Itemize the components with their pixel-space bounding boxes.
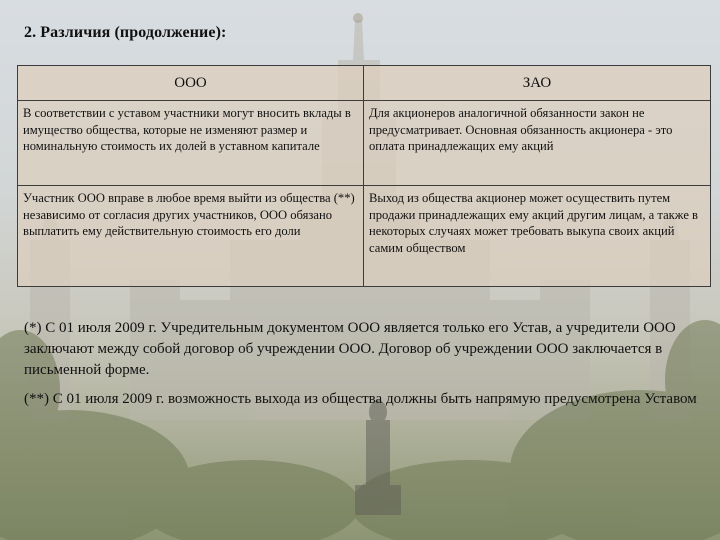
footnote-exit: (**) С 01 июля 2009 г. возможность выхода из общества должны быть напрямую предусмотрена Уставом — [24, 391, 697, 407]
cell-ooo-exit: Участник ООО вправе в любое время выйти из общества (**) независимо от согласия других участников, ООО обязано выплатить ему действительную стоимость его доли — [18, 186, 364, 287]
table-row — [18, 186, 711, 287]
cell-zao-contributions: Для акционеров аналогичной обязанности закон не предусматривает. Основная обязанность акционера - это оплата принадлежащих ему акций — [364, 101, 711, 186]
cell-ooo-contributions: В соответствии с уставом участники могут вносить вклады в имущество общества, которые не изменяют размер и номинальную стоимость их долей в уставном капитале — [18, 101, 364, 186]
cell-zao-exit: Выход из общества акционер может осуществить путем продажи принадлежащих ему акций другим лицам, а также в некоторых случаях может требовать выкупа своих акций самим обществом — [364, 186, 711, 287]
comparison-table — [17, 65, 711, 287]
slide-title: 2. Различия (продолжение): — [24, 24, 227, 41]
table-row — [18, 101, 711, 186]
column-header-zao: ЗАО — [364, 66, 711, 101]
column-header-ooo: ООО — [18, 66, 364, 101]
table-header-row — [18, 66, 711, 101]
footnote-charter: (*) С 01 июля 2009 г. Учредительным документом ООО является только его Устав, а учредители ООО заключают между собой договор об учреждении ООО. Договор об учреждении ООО заключается в письменной форме. — [24, 320, 676, 378]
